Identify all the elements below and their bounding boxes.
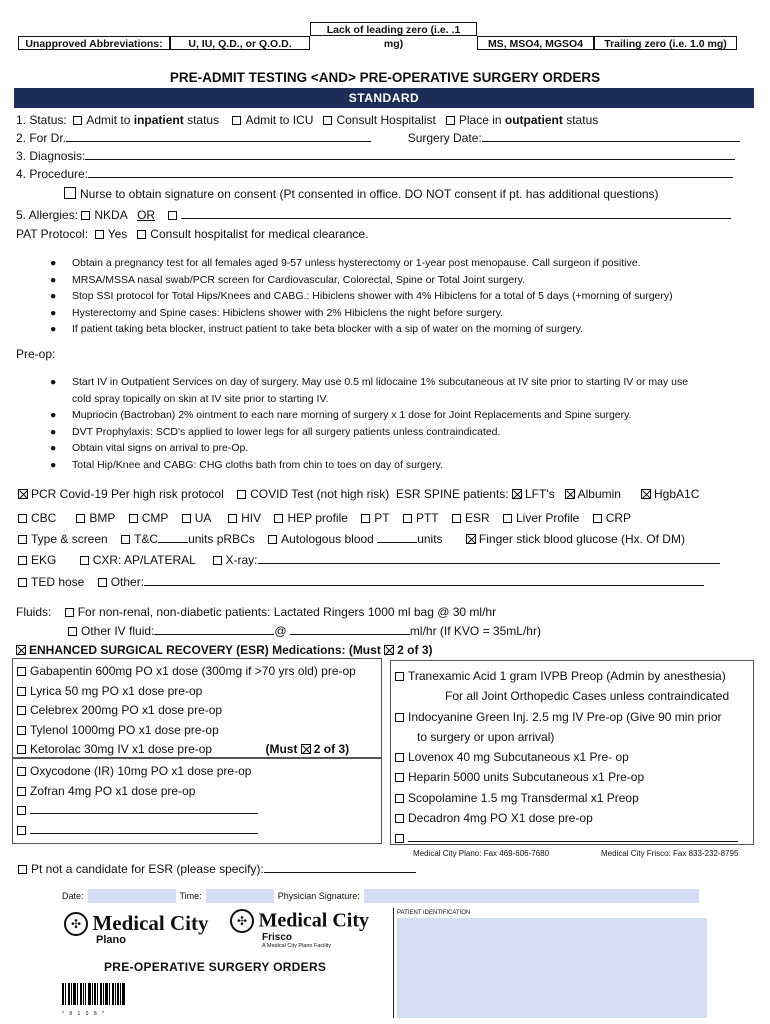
pat-protocol-label: PAT Protocol: (16, 227, 89, 241)
med-label: Decadron 4mg PO X1 dose pre-op (408, 811, 593, 826)
lab-label: PT (374, 511, 390, 525)
fluids-row (16, 605, 496, 619)
list-item: ● Stop SSI protocol for Total Hips/Knees and CABG.: Hibiclens shower with 4% Hibiclens for a total of 5 days (+morning of surgery) (50, 290, 673, 303)
lab-label: CXR: AP/LATERAL (92, 553, 196, 567)
icu-checkbox[interactable] (232, 116, 241, 125)
lab-label: LFT's (524, 487, 555, 501)
lab-label: units (417, 532, 443, 546)
brand-name: Medical City (92, 911, 209, 935)
check-mark-icon (384, 645, 394, 655)
lab-label: units pRBCs (188, 532, 255, 546)
liver-profile-checkbox[interactable] (503, 514, 512, 523)
divider (393, 908, 394, 1018)
other-field[interactable] (144, 575, 704, 586)
allergy-field[interactable] (181, 208, 731, 219)
lab-label: ESR (464, 511, 490, 525)
med-checkbox[interactable] (395, 713, 404, 722)
consent-row (64, 187, 659, 201)
list-item: ● Mupriocin (Bactroban) 2% ointment to each nare morning of surgery x 1 dose for Joint Replacements and Spine surgery. (50, 409, 632, 421)
status-text: Admit to ICU (245, 113, 314, 127)
esr-left-group2-list (17, 762, 258, 840)
med-label: Indocyanine Green Inj. 2.5 mg IV Pre-op (Give 90 min prior (408, 709, 722, 724)
bullet-text: Obtain vital signs on arrival to pre-Op. (72, 442, 249, 454)
med-checkbox[interactable] (17, 726, 26, 735)
list-item (17, 762, 258, 782)
list-item (17, 821, 258, 841)
pt-checkbox[interactable] (361, 514, 370, 523)
list-item: ● Start IV in Outpatient Services on day of surgery. May use 0.5 ml lidocaine 1% subcutaneous at IV site prior to starting IV or may use cold spray topically on skin at IV site prior to starting IV. (50, 376, 689, 405)
brand-sub: A Medical City Plano Facility (262, 943, 332, 949)
banner-cell: Unapproved Abbreviations: (18, 36, 170, 50)
med-blank-field[interactable] (408, 831, 738, 842)
lab-label: X-ray: (225, 553, 258, 567)
med-label: Ketorolac 30mg IV x1 dose pre-op (30, 742, 213, 756)
med-blank-field[interactable] (30, 823, 258, 834)
labs-row-1 (18, 487, 699, 501)
lab-label: PCR Covid-19 Per high risk protocol (31, 487, 224, 501)
inpatient-checkbox[interactable] (73, 116, 82, 125)
list-item (17, 801, 258, 821)
lab-label: Other: (110, 575, 145, 589)
footer-form-title: PRE-OPERATIVE SURGERY ORDERS (104, 960, 327, 974)
diagnosis-label: 3. Diagnosis: (16, 149, 86, 163)
med-checkbox[interactable] (17, 806, 26, 815)
bullet-text: Hysterectomy and Spine cases: Hibiclens shower with 2% Hibiclens the night before surgery. (72, 306, 504, 319)
med-checkbox[interactable] (17, 687, 26, 696)
fluids-text: For non-renal, non-diabetic patients: Lactated Ringers 1000 ml bag @ 30 ml/hr (77, 605, 497, 619)
list-item: ● Hysterectomy and Spine cases: Hibiclens shower with 2% Hibiclens the night before surgery. (50, 306, 504, 319)
lab-label: Liver Profile (516, 511, 580, 525)
logo-plano (64, 911, 209, 946)
fax-frisco: Medical City Frisco: Fax 833-232-8795 (601, 849, 739, 858)
med-label: to surgery or upon arrival) (417, 729, 555, 744)
brand-name: Medical City (258, 909, 369, 932)
bullet-text: Stop SSI protocol for Total Hips/Knees and CABG.: Hibiclens shower with 4% Hibiclens for a total of 5 days (+morning of surgery) (72, 290, 673, 303)
date-field[interactable] (88, 889, 176, 903)
iv-rate-field[interactable] (290, 624, 410, 635)
banner-cell: Lack of leading zero (i.e. .1 mg) (310, 22, 477, 36)
banner-cell: MS, MSO4, MGSO4 (477, 36, 594, 50)
bullet-text: Obtain a pregnancy test for all females aged 9-57 unless hysterectomy or 1-year post menopause. Call surgeon if positive. (72, 257, 641, 269)
allergies-label: 5. Allergies: (16, 208, 79, 222)
list-item (395, 747, 738, 767)
med-label: Lovenox 40 mg Subcutaneous x1 Pre- op (408, 750, 629, 765)
not-candidate-checkbox[interactable] (18, 865, 27, 874)
bullet-text: DVT Prophylaxis: SCD's applied to lower legs for all surgery patients unless contraindicated. (72, 425, 501, 438)
med-label: For all Joint Orthopedic Cases unless contraindicated (445, 689, 730, 704)
check-mark-icon (301, 744, 311, 754)
lab-label: TED hose (31, 575, 85, 589)
xray-checkbox[interactable] (213, 556, 222, 565)
outpatient-checkbox[interactable] (446, 116, 455, 125)
pat-yes-label: Yes (107, 227, 128, 241)
lab-label: HEP profile (287, 511, 348, 525)
patient-id-field[interactable] (397, 918, 707, 1018)
patient-id-label: PATIENT IDENTIFICATION (397, 910, 471, 916)
med-checkbox[interactable] (395, 672, 404, 681)
bullet-text: Mupriocin (Bactroban) 2% ointment to each nare morning of surgery x 1 dose for Joint Replacements and Spine surgery. (72, 409, 632, 421)
banner-cell: U, IU, Q.D., or Q.O.D. (170, 36, 310, 50)
not-candidate-field[interactable] (264, 862, 416, 873)
autologous-checkbox[interactable] (268, 535, 277, 544)
time-label: Time: (179, 891, 202, 901)
finger-stick-checkbox-checked[interactable] (466, 534, 476, 544)
procedure-label: 4. Procedure: (16, 167, 89, 181)
medical-city-logo-icon: ✣ (230, 909, 254, 933)
lab-label: CBC (31, 511, 57, 525)
list-item (17, 701, 356, 721)
albumin-checkbox-checked[interactable] (565, 489, 575, 499)
med-blank-field[interactable] (30, 803, 258, 814)
med-checkbox[interactable] (17, 706, 26, 715)
lab-label: CRP (605, 511, 632, 525)
status-text: Consult Hospitalist (336, 113, 436, 127)
lab-label: T&C (134, 532, 159, 546)
allergy-checkbox[interactable] (168, 211, 177, 220)
preop-bullet-list (50, 374, 689, 473)
covid-checkbox[interactable] (237, 490, 246, 499)
lab-label: BMP (89, 511, 116, 525)
lab-label: EKG (31, 553, 57, 567)
med-label: Tylenol 1000mg PO x1 dose pre-op (30, 722, 219, 737)
surgery-date-field[interactable] (482, 131, 740, 142)
status-row (16, 113, 598, 127)
bullet-text: Start IV in Outpatient Services on day of surgery. May use 0.5 ml lidocaine 1% subcutaneous at IV site prior to starting IV or may use (72, 376, 689, 388)
labs-row-5 (18, 575, 704, 589)
fluids-text: ml/hr (If KVO = 35mL/hr) (409, 624, 541, 638)
for-dr-label: 2. For Dr. (16, 131, 67, 145)
consult-clearance-label: Consult hospitalist for medical clearance. (150, 227, 369, 241)
consent-checkbox[interactable] (64, 187, 76, 199)
status-text: status (562, 113, 599, 127)
tc-checkbox[interactable] (121, 535, 130, 544)
nkda-checkbox[interactable] (81, 211, 90, 220)
list-item: ● Obtain a pregnancy test for all females aged 9-57 unless hysterectomy or 1-year post menopause. Call surgeon if positive. (50, 257, 641, 269)
xray-field[interactable] (258, 553, 720, 564)
med-label: Scopolamine 1.5 mg Transdermal x1 Preop (408, 790, 639, 805)
barcode-text: * 8 1 0 8 * (62, 1011, 106, 1017)
physician-signature-label: Physician Signature: (277, 891, 360, 901)
labs-row-4 (18, 553, 720, 567)
procedure-row (16, 167, 733, 181)
lab-label: Finger stick blood glucose (Hx. Of DM) (478, 532, 685, 546)
other-iv-field[interactable] (154, 624, 274, 635)
lab-label: Albumin (577, 487, 621, 501)
must-note: (Must (265, 742, 298, 756)
list-item (395, 666, 738, 686)
list-item (395, 707, 738, 727)
not-candidate-label: Pt not a candidate for ESR (please specify): (31, 862, 264, 876)
lab-label: CMP (141, 511, 169, 525)
pat-yes-checkbox[interactable] (95, 230, 104, 239)
list-item (17, 721, 356, 741)
med-label: Celebrex 200mg PO x1 dose pre-op (30, 703, 223, 717)
lab-label: Autologous blood (281, 532, 374, 546)
lab-label: ESR SPINE patients: (395, 487, 509, 501)
crp-checkbox[interactable] (593, 514, 602, 523)
autologous-units-field[interactable] (377, 532, 417, 543)
logo-frisco (230, 909, 369, 949)
cxr-checkbox[interactable] (80, 556, 89, 565)
consult-clearance-checkbox[interactable] (137, 230, 146, 239)
physician-signature-field[interactable] (364, 889, 699, 903)
list-item (395, 727, 738, 747)
esr-heading (16, 643, 433, 657)
fluids-other-row (68, 624, 541, 638)
ted-hose-checkbox[interactable] (18, 578, 27, 587)
other-iv-checkbox[interactable] (68, 627, 77, 636)
diagnosis-row (16, 149, 735, 163)
doctor-row (16, 131, 740, 145)
ekg-checkbox[interactable] (18, 556, 27, 565)
med-checkbox[interactable] (395, 794, 404, 803)
med-label: Tranexamic Acid 1 gram IVPB Preop (Admin by anesthesia) (408, 669, 726, 683)
esr-checkbox[interactable] (452, 514, 461, 523)
status-text: Admit to (86, 113, 134, 127)
esr-heading-text: ENHANCED SURGICAL RECOVERY (ESR) Medications: (Must (29, 643, 381, 657)
lab-label: HIV (241, 511, 262, 525)
labs-row-3 (18, 532, 685, 546)
pat-bullet-list (50, 255, 673, 338)
hgba1c-checkbox-checked[interactable] (641, 489, 651, 499)
lab-label: Type & screen (31, 532, 108, 546)
list-item: ● Obtain vital signs on arrival to pre-Op. (50, 442, 249, 454)
doctor-field[interactable] (66, 131, 371, 142)
fluids-text: Other IV fluid: (81, 624, 155, 638)
section-band: STANDARD (14, 88, 754, 108)
hiv-checkbox[interactable] (228, 514, 237, 523)
bullet-text: Total Hip/Knee and CABG: CHG cloths bath from chin to toes on day of surgery. (72, 458, 443, 471)
lab-label: PTT (415, 511, 439, 525)
must-note: 2 of 3) (313, 742, 350, 756)
lr-checkbox[interactable] (65, 608, 74, 617)
med-checkbox[interactable] (17, 667, 26, 676)
bullet-text: MRSA/MSSA nasal swab/PCR screen for Cardiovascular, Colorectal, Spine or Total Joint surgery. (72, 273, 526, 286)
med-label: Oxycodone (IR) 10mg PO x1 dose pre-op (30, 764, 252, 778)
nkda-label: NKDA (94, 208, 128, 222)
consent-text: Nurse to obtain signature on consent (Pt consented in office. DO NOT consent if pt. has additional questions) (80, 187, 659, 201)
cmp-checkbox[interactable] (129, 514, 138, 523)
esr-heading-text: 2 of 3) (397, 643, 433, 657)
list-item: ● Total Hip/Knee and CABG: CHG cloths bath from chin to toes on day of surgery. (50, 458, 443, 471)
abbreviation-banner (18, 22, 737, 52)
ptt-checkbox[interactable] (403, 514, 412, 523)
fax-plano: Medical City Plano: Fax 469-606-7680 (413, 849, 550, 858)
status-text: inpatient (133, 113, 184, 127)
med-checkbox[interactable] (17, 787, 26, 796)
bmp-checkbox[interactable] (76, 514, 85, 523)
brand-location: Frisco (262, 932, 293, 943)
list-item (17, 782, 258, 802)
med-label: Zofran 4mg PO x1 dose pre-op (30, 783, 196, 798)
esr-left-group1-list (17, 662, 356, 760)
pcr-checkbox-checked[interactable] (18, 489, 28, 499)
med-checkbox[interactable] (395, 773, 404, 782)
medical-city-logo-icon: ✣ (64, 912, 88, 936)
list-item (395, 808, 738, 828)
med-label: Lyrica 50 mg PO x1 dose pre-op (30, 683, 203, 698)
barcode (62, 983, 126, 1017)
list-item (395, 828, 738, 848)
ua-checkbox[interactable] (182, 514, 191, 523)
status-text: Place in (458, 113, 505, 127)
barcode-icon (62, 983, 126, 1011)
brand-location: Plano (96, 934, 126, 946)
labs-row-2 (18, 511, 631, 525)
list-item (395, 686, 738, 706)
lab-label: HgbA1C (654, 487, 700, 501)
med-label: Heparin 5000 units Subcutaneous x1 Pre-op (408, 770, 645, 785)
med-checkbox[interactable] (17, 826, 26, 835)
diagnosis-field[interactable] (85, 149, 735, 160)
status-text: status (183, 113, 220, 127)
esr-checkbox-checked[interactable] (16, 645, 26, 655)
bullet-text: cold spray topically on skin at IV site prior to starting IV. (72, 392, 329, 405)
list-item (395, 767, 738, 787)
date-label: Date: (62, 891, 84, 901)
other-checkbox[interactable] (98, 578, 107, 587)
list-item: ● DVT Prophylaxis: SCD's applied to lower legs for all surgery patients unless contraindicated. (50, 425, 501, 438)
not-candidate-row (18, 862, 416, 876)
tc-units-field[interactable] (158, 532, 188, 543)
med-checkbox[interactable] (17, 767, 26, 776)
list-item (395, 788, 738, 808)
bullet-text: If patient taking beta blocker, instruct patient to take beta blocker with a sip of water on the morning of surgery. (72, 323, 584, 336)
list-item: ● If patient taking beta blocker, instruct patient to take beta blocker with a sip of water on the morning of surgery. (50, 323, 584, 336)
med-checkbox[interactable] (17, 745, 26, 754)
type-screen-checkbox[interactable] (18, 535, 27, 544)
list-item: ● MRSA/MSSA nasal swab/PCR screen for Cardiovascular, Colorectal, Spine or Total Joint surgery. (50, 273, 526, 286)
procedure-field[interactable] (88, 167, 733, 178)
fluids-text: @ (274, 624, 287, 638)
or-label: OR (137, 208, 156, 222)
hospitalist-checkbox[interactable] (323, 116, 332, 125)
lab-label: UA (194, 511, 212, 525)
med-label: Gabapentin 600mg PO x1 dose (300mg if >70 yrs old) pre-op (30, 664, 356, 678)
esr-right-list (395, 666, 738, 849)
preop-label: Pre-op: (16, 347, 56, 361)
hep-profile-checkbox[interactable] (274, 514, 283, 523)
banner-cell: Trailing zero (i.e. 1.0 mg) (594, 36, 737, 50)
list-item (17, 740, 356, 760)
med-checkbox[interactable] (395, 834, 404, 843)
page-title: PRE-ADMIT TESTING <AND> PRE-OPERATIVE SURGERY ORDERS (169, 70, 601, 85)
med-checkbox[interactable] (395, 814, 404, 823)
surgery-date-label: Surgery Date: (407, 131, 482, 145)
status-label: 1. Status: (16, 113, 67, 127)
time-field[interactable] (206, 889, 274, 903)
cbc-checkbox[interactable] (18, 514, 27, 523)
allergies-row (16, 208, 731, 222)
signature-row (62, 889, 699, 903)
med-checkbox[interactable] (395, 753, 404, 762)
pat-protocol-row (16, 227, 368, 241)
lft-checkbox-checked[interactable] (512, 489, 522, 499)
fluids-label: Fluids: (16, 605, 52, 619)
list-item (17, 662, 356, 682)
list-item (17, 682, 356, 702)
status-text: outpatient (504, 113, 563, 127)
lab-label: COVID Test (not high risk) (250, 487, 390, 501)
